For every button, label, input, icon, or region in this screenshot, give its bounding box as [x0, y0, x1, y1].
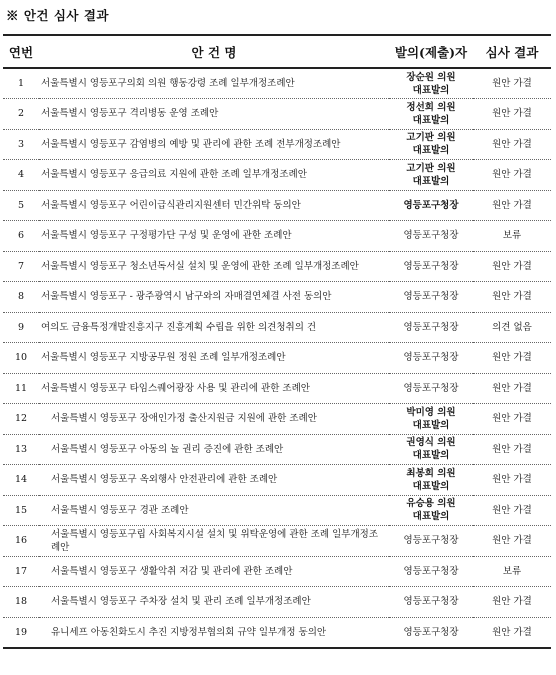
proposer-line: 영등포구청장	[403, 260, 459, 272]
proposer-line: 정선희 의원	[406, 101, 456, 113]
proposer	[389, 495, 473, 526]
review-result: 원안 가결	[473, 617, 551, 648]
header-proposer: 발의(제출)자	[389, 35, 473, 68]
proposer-line: 대표발의	[412, 450, 450, 462]
proposer	[389, 556, 473, 587]
review-result: 원안 가결	[473, 404, 551, 435]
section-title: ※ 안건 심사 결과	[6, 8, 110, 23]
proposer-line: 영등포구청장	[403, 565, 459, 577]
row-number: 8	[3, 282, 39, 313]
table-row	[3, 251, 551, 282]
proposer-line: 영등포구청장	[403, 230, 459, 242]
review-result: 원안 가결	[473, 526, 551, 557]
review-result: 원안 가결	[473, 190, 551, 221]
proposer	[389, 251, 473, 282]
row-number: 18	[3, 587, 39, 618]
proposer-line: 대표발의	[412, 511, 450, 523]
proposer-line: 영등포구청장	[403, 535, 459, 547]
proposer-line: 대표발의	[412, 145, 450, 157]
proposer	[389, 587, 473, 618]
row-number: 15	[3, 495, 39, 526]
proposer-line: 영등포구청장	[403, 626, 459, 638]
proposer-line: 영등포구청장	[403, 382, 459, 394]
agenda-title: 서울특별시 영등포구 아동의 놀 권리 증진에 관한 조례안	[39, 434, 389, 465]
table-row	[3, 68, 551, 99]
proposer-line: 고기판 의원	[406, 132, 456, 144]
agenda-title: 서울특별시 영등포구 감염병의 예방 및 관리에 관한 조례 전부개정조례안	[39, 129, 389, 160]
proposer-line: 영등포구청장	[403, 352, 459, 364]
review-result: 의견 없음	[473, 312, 551, 343]
row-number: 3	[3, 129, 39, 160]
row-number: 4	[3, 160, 39, 191]
table-row	[3, 312, 551, 343]
proposer	[389, 221, 473, 252]
proposer	[389, 68, 473, 99]
proposer	[389, 434, 473, 465]
proposer	[389, 526, 473, 557]
agenda-title: 서울특별시 영등포구 청소년독서실 설치 및 운영에 관한 조례 일부개정조례안	[39, 251, 389, 282]
review-result: 원안 가결	[473, 129, 551, 160]
agenda-title: 서울특별시 영등포구 타임스퀘어광장 사용 및 관리에 관한 조례안	[39, 373, 389, 404]
agenda-title: 유니세프 아동친화도시 추진 지방정부협의회 규약 일부개정 동의안	[39, 617, 389, 648]
table-row	[3, 587, 551, 618]
row-number: 5	[3, 190, 39, 221]
table-row	[3, 465, 551, 496]
header-number: 연번	[3, 35, 39, 68]
review-result: 원안 가결	[473, 587, 551, 618]
agenda-title: 서울특별시 영등포구의회 의원 행동강령 조례 일부개정조례안	[39, 68, 389, 99]
proposer-line: 대표발의	[412, 114, 450, 126]
proposer	[389, 373, 473, 404]
agenda-title: 서울특별시 영등포구 경관 조례안	[39, 495, 389, 526]
proposer-line: 영등포구청장	[403, 199, 459, 211]
proposer-line: 박미영 의원	[406, 406, 456, 418]
review-result: 원안 가결	[473, 282, 551, 313]
review-result: 원안 가결	[473, 434, 551, 465]
agenda-title: 서울특별시 영등포구 어린이급식관리지원센터 민간위탁 동의안	[39, 190, 389, 221]
row-number: 17	[3, 556, 39, 587]
table-row	[3, 404, 551, 435]
proposer	[389, 99, 473, 130]
proposer-line: 영등포구청장	[403, 321, 459, 333]
table-row	[3, 617, 551, 648]
agenda-title: 서울특별시 영등포구 장애인가정 출산지원금 지원에 관한 조례안	[39, 404, 389, 435]
agenda-title: 서울특별시 영등포구 주차장 설치 및 관리 조례 일부개정조례안	[39, 587, 389, 618]
proposer	[389, 160, 473, 191]
table-row	[3, 99, 551, 130]
proposer-line: 최봉희 의원	[406, 467, 456, 479]
row-number: 11	[3, 373, 39, 404]
review-result: 원안 가결	[473, 495, 551, 526]
agenda-title: 여의도 금융특정개발진흥지구 진흥계획 수립을 위한 의견청취의 건	[39, 312, 389, 343]
table-row	[3, 160, 551, 191]
proposer-line: 유승용 의원	[406, 498, 456, 510]
header-result: 심사 결과	[473, 35, 551, 68]
proposer	[389, 282, 473, 313]
agenda-title: 서울특별시 영등포구 구정평가단 구성 및 운영에 관한 조례안	[39, 221, 389, 252]
review-results-table	[3, 34, 551, 649]
review-result: 보류	[473, 556, 551, 587]
review-result: 원안 가결	[473, 68, 551, 99]
proposer	[389, 404, 473, 435]
agenda-title: 서울특별시 영등포구 지방공무원 정원 조례 일부개정조례안	[39, 343, 389, 374]
row-number: 13	[3, 434, 39, 465]
proposer-line: 대표발의	[412, 419, 450, 431]
proposer	[389, 312, 473, 343]
table-row	[3, 221, 551, 252]
review-result: 원안 가결	[473, 251, 551, 282]
row-number: 7	[3, 251, 39, 282]
review-result: 보류	[473, 221, 551, 252]
agenda-title: 서울특별시 영등포구 응급의료 지원에 관한 조례 일부개정조례안	[39, 160, 389, 191]
review-result: 원안 가결	[473, 465, 551, 496]
table-row	[3, 526, 551, 557]
agenda-title: 서울특별시 영등포구 생활악취 저감 및 관리에 관한 조례안	[39, 556, 389, 587]
proposer	[389, 617, 473, 648]
review-result: 원안 가결	[473, 373, 551, 404]
table-header-row	[3, 35, 551, 68]
row-number: 1	[3, 68, 39, 99]
proposer-line: 장순원 의원	[406, 71, 456, 83]
proposer	[389, 465, 473, 496]
proposer-line: 대표발의	[412, 175, 450, 187]
header-agenda: 안 건 명	[39, 35, 389, 68]
proposer-line: 영등포구청장	[403, 596, 459, 608]
row-number: 19	[3, 617, 39, 648]
table-row	[3, 190, 551, 221]
proposer-line: 영등포구청장	[403, 291, 459, 303]
row-number: 6	[3, 221, 39, 252]
table-row	[3, 556, 551, 587]
agenda-title: 서울특별시 영등포구 옥외행사 안전관리에 관한 조례안	[39, 465, 389, 496]
table-row	[3, 373, 551, 404]
proposer	[389, 343, 473, 374]
row-number: 16	[3, 526, 39, 557]
row-number: 14	[3, 465, 39, 496]
table-row	[3, 343, 551, 374]
row-number: 9	[3, 312, 39, 343]
agenda-title: 서울특별시 영등포구립 사회복지시설 설치 및 위탁운영에 관한 조례 일부개정조례안	[39, 526, 389, 557]
proposer-line: 고기판 의원	[406, 162, 456, 174]
row-number: 2	[3, 99, 39, 130]
table-row	[3, 495, 551, 526]
agenda-title: 서울특별시 영등포구 격리병동 운영 조례안	[39, 99, 389, 130]
proposer-line: 대표발의	[412, 480, 450, 492]
review-result: 원안 가결	[473, 99, 551, 130]
proposer-line: 권영식 의원	[406, 437, 456, 449]
table-row	[3, 282, 551, 313]
row-number: 10	[3, 343, 39, 374]
proposer-line: 대표발의	[412, 84, 450, 96]
table-row	[3, 129, 551, 160]
agenda-title: 서울특별시 영등포구 - 광주광역시 남구와의 자매결연체결 사전 동의안	[39, 282, 389, 313]
review-result: 원안 가결	[473, 343, 551, 374]
table-row	[3, 434, 551, 465]
proposer	[389, 190, 473, 221]
proposer	[389, 129, 473, 160]
row-number: 12	[3, 404, 39, 435]
review-result: 원안 가결	[473, 160, 551, 191]
